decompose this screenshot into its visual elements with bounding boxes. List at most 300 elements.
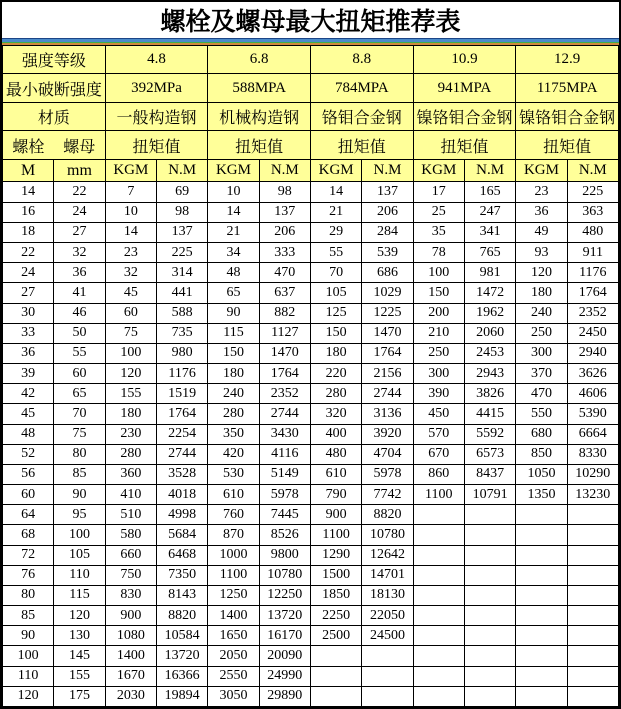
nut-size-cell: 24 xyxy=(54,202,105,222)
torque-value-cell: 3050 xyxy=(208,686,259,706)
torque-value-cell: 2550 xyxy=(208,666,259,686)
nut-size-cell: 100 xyxy=(54,525,105,545)
torque-value-cell: 78 xyxy=(413,242,464,262)
torque-value-cell: 1176 xyxy=(156,364,207,384)
torque-value-cell: 1290 xyxy=(310,545,361,565)
nut-size-cell: 105 xyxy=(54,545,105,565)
torque-value-cell: 530 xyxy=(208,464,259,484)
torque-value-cell: 10780 xyxy=(362,525,413,545)
torque-value-cell: 1050 xyxy=(516,464,567,484)
torque-value-cell: 55 xyxy=(310,242,361,262)
torque-value-cell xyxy=(413,585,464,605)
torque-value-cell: 240 xyxy=(208,384,259,404)
torque-value-cell xyxy=(516,686,567,706)
torque-value-cell: 150 xyxy=(310,323,361,343)
unit-kgm-header: KGM xyxy=(413,159,464,182)
torque-value-cell: 8820 xyxy=(362,505,413,525)
table-row xyxy=(3,424,619,444)
table-row xyxy=(3,404,619,424)
torque-value-cell xyxy=(362,686,413,706)
unit-nm-header: N.M xyxy=(156,159,207,182)
torque-value-cell: 29890 xyxy=(259,686,310,706)
torque-value-cell: 980 xyxy=(156,343,207,363)
breaking-strength-label: 最小破断强度 xyxy=(3,74,106,102)
table-row xyxy=(3,343,619,363)
torque-value-cell: 314 xyxy=(156,263,207,283)
torque-value-cell xyxy=(464,626,515,646)
table-row xyxy=(3,606,619,626)
bolt-size-cell: 52 xyxy=(3,444,54,464)
torque-value-cell: 2450 xyxy=(567,323,618,343)
torque-value-cell: 1400 xyxy=(105,646,156,666)
torque-value-cell: 150 xyxy=(413,283,464,303)
torque-value-cell xyxy=(567,666,618,686)
torque-value-cell xyxy=(464,545,515,565)
torque-value-cell: 280 xyxy=(105,444,156,464)
torque-value-cell: 180 xyxy=(310,343,361,363)
breaking-strength-row xyxy=(3,74,619,102)
torque-value-cell: 2060 xyxy=(464,323,515,343)
torque-value-cell: 1029 xyxy=(362,283,413,303)
torque-value-cell: 25 xyxy=(413,202,464,222)
torque-value-cell: 320 xyxy=(310,404,361,424)
torque-value-label: 扭矩值 xyxy=(208,131,311,159)
torque-value-cell: 1100 xyxy=(310,525,361,545)
unit-m-header: M xyxy=(3,159,54,182)
torque-value-cell: 69 xyxy=(156,182,207,202)
bolt-size-cell: 100 xyxy=(3,646,54,666)
table-row xyxy=(3,686,619,706)
torque-table xyxy=(2,45,619,707)
bolt-size-cell: 18 xyxy=(3,222,54,242)
torque-value-cell: 637 xyxy=(259,283,310,303)
torque-value-cell: 1470 xyxy=(362,323,413,343)
torque-value-cell: 410 xyxy=(105,485,156,505)
torque-value-cell: 14701 xyxy=(362,565,413,585)
torque-value-cell xyxy=(516,585,567,605)
torque-value-cell: 830 xyxy=(105,585,156,605)
torque-value-cell: 2254 xyxy=(156,424,207,444)
bolt-size-cell: 16 xyxy=(3,202,54,222)
torque-value-cell: 670 xyxy=(413,444,464,464)
nut-label: 螺母 xyxy=(63,138,96,156)
torque-value-cell: 240 xyxy=(516,303,567,323)
torque-value-cell xyxy=(567,626,618,646)
bolt-size-cell: 42 xyxy=(3,384,54,404)
bolt-size-cell: 110 xyxy=(3,666,54,686)
strength-grade-value: 6.8 xyxy=(208,46,311,74)
torque-value-cell: 2352 xyxy=(259,384,310,404)
table-row xyxy=(3,242,619,262)
breaking-strength-value: 784MPA xyxy=(310,74,413,102)
torque-value-cell: 1470 xyxy=(259,343,310,363)
table-row xyxy=(3,485,619,505)
torque-value-cell: 2030 xyxy=(105,686,156,706)
torque-value-cell: 8820 xyxy=(156,606,207,626)
torque-value-cell: 14 xyxy=(105,222,156,242)
torque-value-cell: 2943 xyxy=(464,364,515,384)
torque-value-cell: 480 xyxy=(310,444,361,464)
torque-value-cell: 10791 xyxy=(464,485,515,505)
bolt-size-cell: 60 xyxy=(3,485,54,505)
torque-value-cell: 610 xyxy=(208,485,259,505)
torque-value-cell: 24990 xyxy=(259,666,310,686)
table-row xyxy=(3,384,619,404)
torque-value-cell: 120 xyxy=(105,364,156,384)
torque-value-cell: 1225 xyxy=(362,303,413,323)
torque-table-head xyxy=(3,46,619,182)
bolt-nut-label-cell xyxy=(3,131,106,159)
unit-nm-header: N.M xyxy=(259,159,310,182)
torque-value-cell: 5978 xyxy=(362,464,413,484)
torque-value-cell xyxy=(464,585,515,605)
material-value: 镍铬钼合金钢 xyxy=(516,102,619,130)
torque-value-cell: 1100 xyxy=(208,565,259,585)
torque-value-cell xyxy=(464,646,515,666)
torque-value-cell: 911 xyxy=(567,242,618,262)
torque-value-cell: 34 xyxy=(208,242,259,262)
units-row xyxy=(3,159,619,182)
strength-grade-row xyxy=(3,46,619,74)
torque-value-cell: 400 xyxy=(310,424,361,444)
torque-value-cell: 3528 xyxy=(156,464,207,484)
bolt-size-cell: 76 xyxy=(3,565,54,585)
strength-grade-value: 10.9 xyxy=(413,46,516,74)
unit-nm-header: N.M xyxy=(362,159,413,182)
unit-kgm-header: KGM xyxy=(516,159,567,182)
torque-value-cell: 12250 xyxy=(259,585,310,605)
torque-value-cell: 860 xyxy=(413,464,464,484)
torque-value-cell: 765 xyxy=(464,242,515,262)
torque-value-cell: 21 xyxy=(310,202,361,222)
torque-value-cell: 450 xyxy=(413,404,464,424)
torque-value-cell xyxy=(516,646,567,666)
torque-value-cell: 3626 xyxy=(567,364,618,384)
torque-value-cell: 360 xyxy=(105,464,156,484)
torque-value-cell: 2250 xyxy=(310,606,361,626)
torque-value-cell: 8526 xyxy=(259,525,310,545)
torque-value-cell xyxy=(464,666,515,686)
torque-value-cell: 10 xyxy=(105,202,156,222)
torque-value-cell xyxy=(413,505,464,525)
unit-kgm-header: KGM xyxy=(105,159,156,182)
torque-value-cell xyxy=(413,686,464,706)
torque-value-cell: 4415 xyxy=(464,404,515,424)
torque-value-cell: 900 xyxy=(105,606,156,626)
bolt-size-cell: 85 xyxy=(3,606,54,626)
bolt-size-cell: 80 xyxy=(3,585,54,605)
table-row xyxy=(3,364,619,384)
torque-value-cell: 588 xyxy=(156,303,207,323)
torque-value-cell: 120 xyxy=(516,263,567,283)
torque-value-cell: 9800 xyxy=(259,545,310,565)
torque-value-cell xyxy=(516,606,567,626)
nut-size-cell: 41 xyxy=(54,283,105,303)
table-row xyxy=(3,545,619,565)
torque-value-cell: 12642 xyxy=(362,545,413,565)
nut-size-cell: 120 xyxy=(54,606,105,626)
material-value: 机械构造钢 xyxy=(208,102,311,130)
torque-value-cell: 137 xyxy=(259,202,310,222)
torque-value-cell xyxy=(362,646,413,666)
torque-value-cell: 210 xyxy=(413,323,464,343)
table-row xyxy=(3,505,619,525)
torque-value-cell: 850 xyxy=(516,444,567,464)
bolt-size-cell: 36 xyxy=(3,343,54,363)
nut-size-cell: 60 xyxy=(54,364,105,384)
torque-value-cell: 680 xyxy=(516,424,567,444)
torque-value-cell: 870 xyxy=(208,525,259,545)
table-row xyxy=(3,444,619,464)
torque-value-cell: 29 xyxy=(310,222,361,242)
torque-value-cell: 2500 xyxy=(310,626,361,646)
torque-value-cell: 14 xyxy=(310,182,361,202)
torque-value-cell: 10584 xyxy=(156,626,207,646)
torque-value-cell: 280 xyxy=(208,404,259,424)
torque-value-cell: 882 xyxy=(259,303,310,323)
bolt-size-cell: 68 xyxy=(3,525,54,545)
nut-size-cell: 85 xyxy=(54,464,105,484)
torque-value-cell: 35 xyxy=(413,222,464,242)
torque-value-cell xyxy=(464,565,515,585)
torque-value-cell: 2453 xyxy=(464,343,515,363)
torque-value-cell: 206 xyxy=(362,202,413,222)
torque-value-cell: 760 xyxy=(208,505,259,525)
strength-grade-value: 4.8 xyxy=(105,46,208,74)
torque-value-cell: 206 xyxy=(259,222,310,242)
bolt-size-cell: 64 xyxy=(3,505,54,525)
material-value: 铬钼合金钢 xyxy=(310,102,413,130)
page-title: 螺栓及螺母最大扭矩推荐表 xyxy=(160,9,461,36)
nut-size-cell: 22 xyxy=(54,182,105,202)
torque-value-cell: 6664 xyxy=(567,424,618,444)
torque-value-cell: 610 xyxy=(310,464,361,484)
torque-value-cell: 284 xyxy=(362,222,413,242)
torque-value-cell: 21 xyxy=(208,222,259,242)
table-row xyxy=(3,585,619,605)
torque-value-cell: 735 xyxy=(156,323,207,343)
torque-value-cell: 686 xyxy=(362,263,413,283)
torque-value-cell: 390 xyxy=(413,384,464,404)
unit-nm-header: N.M xyxy=(464,159,515,182)
torque-value-cell: 250 xyxy=(413,343,464,363)
torque-value-cell: 1472 xyxy=(464,283,515,303)
torque-value-cell: 7 xyxy=(105,182,156,202)
breaking-strength-value: 941MPA xyxy=(413,74,516,102)
nut-size-cell: 155 xyxy=(54,666,105,686)
torque-value-cell: 420 xyxy=(208,444,259,464)
torque-value-cell: 200 xyxy=(413,303,464,323)
torque-value-cell: 3136 xyxy=(362,404,413,424)
torque-value-cell: 115 xyxy=(208,323,259,343)
nut-size-cell: 110 xyxy=(54,565,105,585)
torque-value-cell: 1000 xyxy=(208,545,259,565)
breaking-strength-value: 392MPa xyxy=(105,74,208,102)
nut-size-cell: 46 xyxy=(54,303,105,323)
bolt-size-cell: 48 xyxy=(3,424,54,444)
torque-value-cell xyxy=(567,565,618,585)
torque-value-cell: 180 xyxy=(208,364,259,384)
torque-value-cell: 1850 xyxy=(310,585,361,605)
torque-value-cell: 2744 xyxy=(362,384,413,404)
nut-size-cell: 32 xyxy=(54,242,105,262)
torque-value-label: 扭矩值 xyxy=(516,131,619,159)
nut-size-cell: 130 xyxy=(54,626,105,646)
torque-value-cell xyxy=(413,666,464,686)
torque-value-cell xyxy=(413,545,464,565)
torque-value-cell: 2352 xyxy=(567,303,618,323)
torque-value-cell: 5149 xyxy=(259,464,310,484)
torque-value-cell: 137 xyxy=(362,182,413,202)
torque-value-cell: 750 xyxy=(105,565,156,585)
torque-value-cell: 24500 xyxy=(362,626,413,646)
bolt-size-cell: 22 xyxy=(3,242,54,262)
torque-value-cell xyxy=(516,545,567,565)
torque-value-cell: 165 xyxy=(464,182,515,202)
table-row xyxy=(3,303,619,323)
torque-value-cell: 23 xyxy=(105,242,156,262)
torque-value-cell: 1670 xyxy=(105,666,156,686)
strength-grade-label: 强度等级 xyxy=(3,46,106,74)
torque-value-cell: 370 xyxy=(516,364,567,384)
torque-value-cell: 100 xyxy=(105,343,156,363)
torque-value-cell: 900 xyxy=(310,505,361,525)
nut-size-cell: 115 xyxy=(54,585,105,605)
bolt-size-cell: 56 xyxy=(3,464,54,484)
torque-value-cell: 1519 xyxy=(156,384,207,404)
nut-size-cell: 90 xyxy=(54,485,105,505)
torque-value-cell: 13720 xyxy=(259,606,310,626)
torque-value-cell: 580 xyxy=(105,525,156,545)
torque-value-cell: 60 xyxy=(105,303,156,323)
table-row xyxy=(3,283,619,303)
table-row xyxy=(3,263,619,283)
torque-value-cell: 441 xyxy=(156,283,207,303)
torque-value-cell xyxy=(464,525,515,545)
torque-value-cell: 105 xyxy=(310,283,361,303)
torque-value-cell: 10780 xyxy=(259,565,310,585)
torque-value-cell: 20090 xyxy=(259,646,310,666)
torque-value-cell: 225 xyxy=(567,182,618,202)
unit-kgm-header: KGM xyxy=(310,159,361,182)
torque-value-cell: 1080 xyxy=(105,626,156,646)
torque-value-cell xyxy=(464,686,515,706)
torque-value-cell: 5592 xyxy=(464,424,515,444)
table-row xyxy=(3,666,619,686)
torque-value-cell: 19894 xyxy=(156,686,207,706)
breaking-strength-value: 1175MPA xyxy=(516,74,619,102)
torque-value-cell: 1764 xyxy=(259,364,310,384)
torque-value-cell: 250 xyxy=(516,323,567,343)
torque-value-cell: 350 xyxy=(208,424,259,444)
torque-value-cell: 125 xyxy=(310,303,361,323)
torque-value-cell: 1500 xyxy=(310,565,361,585)
strength-grade-value: 8.8 xyxy=(310,46,413,74)
torque-value-cell: 3430 xyxy=(259,424,310,444)
torque-value-cell: 3920 xyxy=(362,424,413,444)
torque-value-cell: 13720 xyxy=(156,646,207,666)
bolt-label: 螺栓 xyxy=(12,138,45,156)
torque-value-cell xyxy=(567,686,618,706)
torque-value-cell: 48 xyxy=(208,263,259,283)
torque-value-cell: 155 xyxy=(105,384,156,404)
torque-value-cell: 6573 xyxy=(464,444,515,464)
torque-value-cell xyxy=(413,565,464,585)
torque-value-cell: 65 xyxy=(208,283,259,303)
torque-value-label: 扭矩值 xyxy=(105,131,208,159)
torque-value-cell: 280 xyxy=(310,384,361,404)
torque-value-cell: 16170 xyxy=(259,626,310,646)
nut-size-cell: 27 xyxy=(54,222,105,242)
torque-value-cell: 17 xyxy=(413,182,464,202)
table-row xyxy=(3,525,619,545)
torque-value-cell: 16366 xyxy=(156,666,207,686)
torque-value-cell: 480 xyxy=(567,222,618,242)
torque-value-cell: 4998 xyxy=(156,505,207,525)
torque-value-cell xyxy=(516,565,567,585)
torque-value-cell: 230 xyxy=(105,424,156,444)
torque-value-cell: 220 xyxy=(310,364,361,384)
torque-value-cell xyxy=(567,525,618,545)
torque-value-cell xyxy=(310,686,361,706)
torque-value-cell: 13230 xyxy=(567,485,618,505)
table-row xyxy=(3,646,619,666)
torque-value-cell: 300 xyxy=(413,364,464,384)
torque-value-cell: 981 xyxy=(464,263,515,283)
torque-value-cell: 470 xyxy=(516,384,567,404)
torque-value-cell: 23 xyxy=(516,182,567,202)
torque-value-cell: 470 xyxy=(259,263,310,283)
bolt-size-cell: 33 xyxy=(3,323,54,343)
torque-value-cell xyxy=(567,585,618,605)
torque-value-cell: 90 xyxy=(208,303,259,323)
torque-value-cell xyxy=(310,666,361,686)
torque-value-cell: 510 xyxy=(105,505,156,525)
torque-value-cell: 660 xyxy=(105,545,156,565)
torque-value-cell: 2940 xyxy=(567,343,618,363)
nut-size-cell: 175 xyxy=(54,686,105,706)
material-row xyxy=(3,102,619,130)
torque-value-cell: 100 xyxy=(413,263,464,283)
unit-mm-header: mm xyxy=(54,159,105,182)
torque-value-label: 扭矩值 xyxy=(310,131,413,159)
torque-value-cell: 790 xyxy=(310,485,361,505)
torque-value-cell: 1350 xyxy=(516,485,567,505)
torque-value-cell: 32 xyxy=(105,263,156,283)
torque-value-cell xyxy=(464,606,515,626)
torque-value-cell: 300 xyxy=(516,343,567,363)
table-row xyxy=(3,222,619,242)
material-label: 材质 xyxy=(3,102,106,130)
torque-value-cell: 4606 xyxy=(567,384,618,404)
torque-value-cell: 5390 xyxy=(567,404,618,424)
torque-value-cell: 45 xyxy=(105,283,156,303)
nut-size-cell: 36 xyxy=(54,263,105,283)
torque-value-cell: 247 xyxy=(464,202,515,222)
torque-value-cell: 180 xyxy=(516,283,567,303)
bolt-size-cell: 39 xyxy=(3,364,54,384)
nut-size-cell: 80 xyxy=(54,444,105,464)
torque-value-cell: 7742 xyxy=(362,485,413,505)
table-row xyxy=(3,565,619,585)
torque-value-cell: 8143 xyxy=(156,585,207,605)
torque-value-cell: 6468 xyxy=(156,545,207,565)
title-divider-stripe xyxy=(2,38,619,45)
table-row xyxy=(3,626,619,646)
torque-value-cell: 98 xyxy=(156,202,207,222)
torque-value-cell: 4116 xyxy=(259,444,310,464)
torque-value-cell xyxy=(516,626,567,646)
